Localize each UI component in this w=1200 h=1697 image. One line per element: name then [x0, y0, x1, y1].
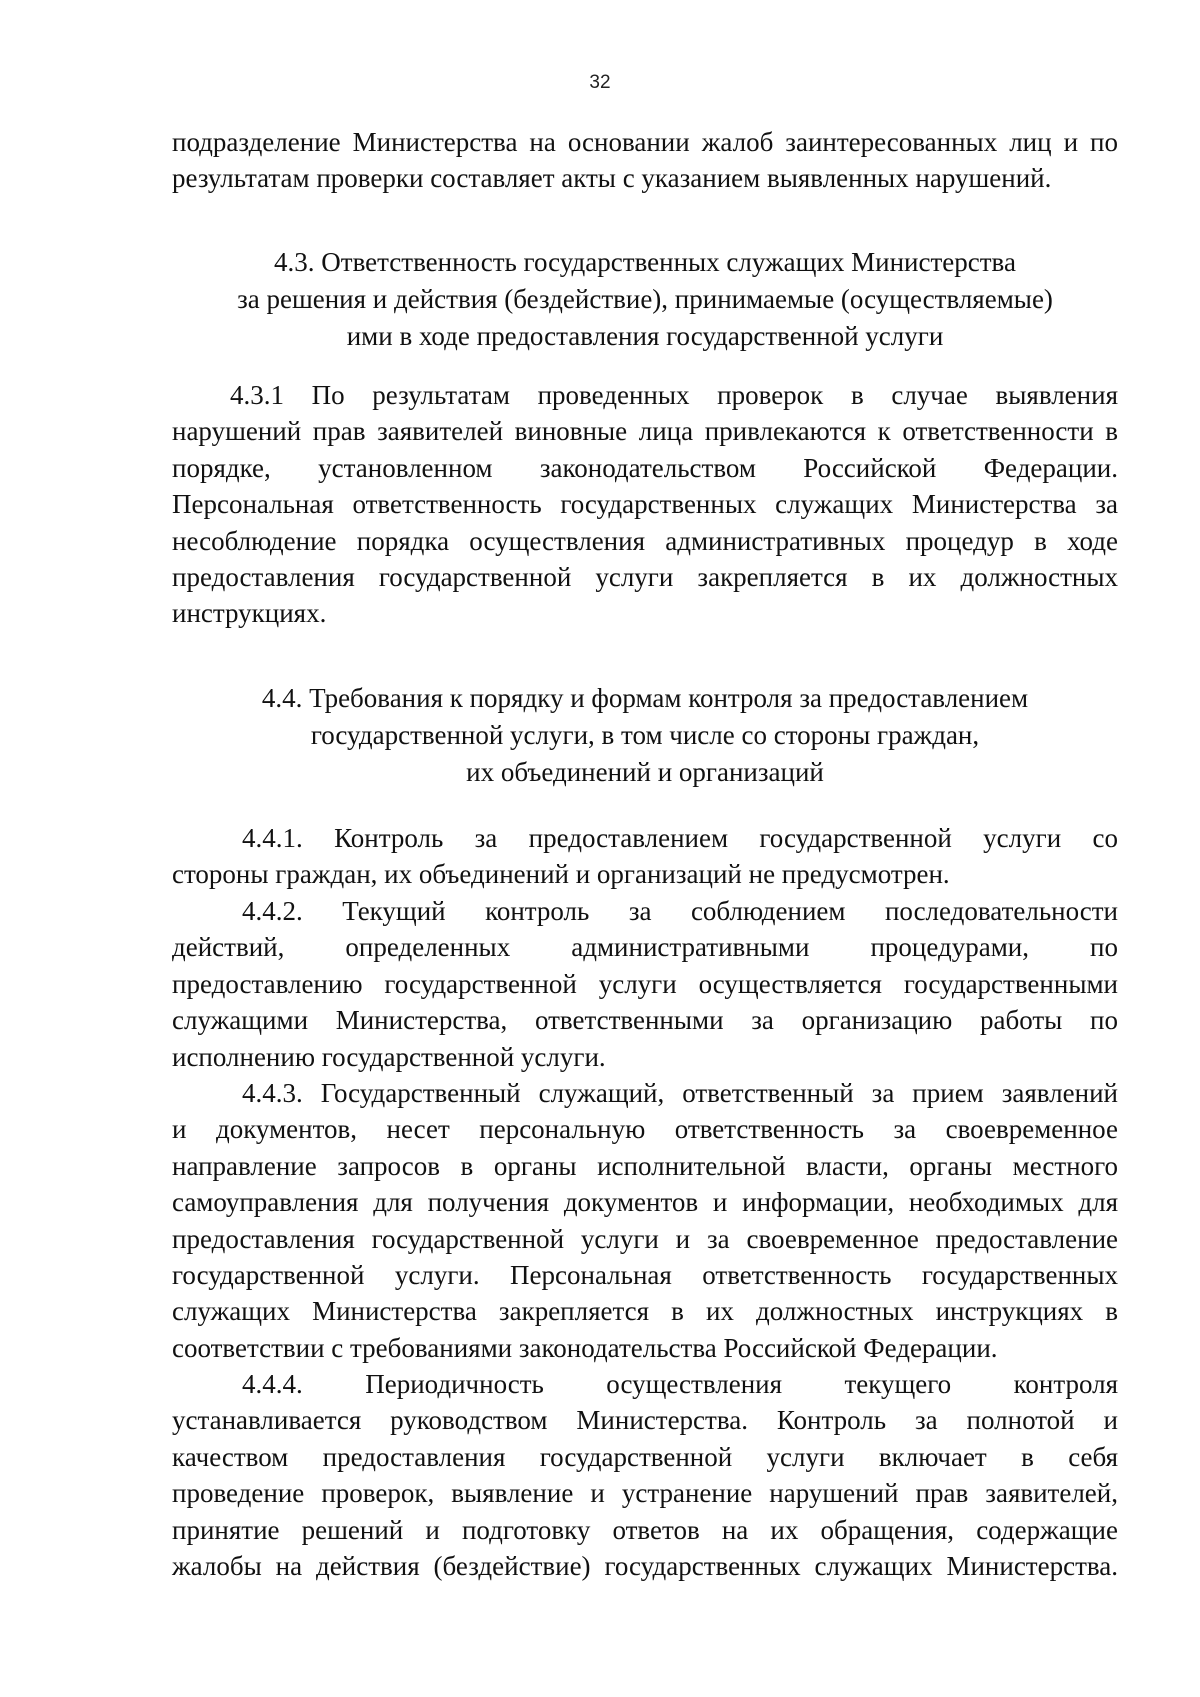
text-line: предоставлению государственной услуги осуществляется государственными — [172, 968, 1118, 999]
text-line: 4.4.2. Текущий контроль за соблюдением последовательности — [242, 896, 1118, 926]
heading-line: государственной услуги, в том числе со стороны граждан, — [310, 720, 980, 750]
page-number: 32 — [589, 72, 611, 93]
heading-line: 4.3. Ответственность государственных служащих Министерства — [274, 247, 1016, 277]
text-line: принятие решений и подготовку ответов на их обращения, содержащие — [172, 1514, 1118, 1545]
text-line: Персональная ответственность государственных служащих Министерства за — [172, 489, 1118, 520]
text-line: самоуправления для получения документов и информации, необходимых для — [172, 1187, 1118, 1218]
section-heading-4-3 — [172, 244, 1118, 355]
paragraph-4-3-1 — [172, 377, 1118, 632]
text-line: подразделение Министерства на основании жалоб заинтересованных лиц и по — [172, 127, 1118, 157]
text-line: предоставления государственной услуги закрепляется в их должностных — [172, 561, 1118, 592]
heading-line: их объединений и организаций — [466, 757, 824, 787]
section-heading-4-4 — [172, 680, 1118, 791]
text-line: государственной услуги. Персональная ответственность государственных — [172, 1259, 1118, 1290]
text-line: и документов, несет персональную ответственность за своевременное — [172, 1114, 1118, 1145]
text-line: порядке, установленном законодательством Российской Федерации. — [172, 452, 1118, 483]
text-line: исполнению государственной услуги. — [172, 1041, 606, 1072]
text-line: нарушений прав заявителей виновные лица привлекаются к ответственности в — [172, 416, 1118, 447]
text-line: устанавливается руководством Министерства. Контроль за полнотой и — [172, 1405, 1118, 1436]
text-line: действий, определенных административными процедурами, по — [172, 932, 1118, 963]
text-line: служащих Министерства закрепляется в их должностных инструкциях в — [172, 1296, 1118, 1327]
text-line: качеством предоставления государственной услуги включает в себя — [172, 1441, 1118, 1472]
text-line: предоставления государственной услуги и за своевременное предоставление — [172, 1223, 1118, 1254]
paragraph-4-4-1 — [172, 820, 1118, 893]
text-line: направление запросов в органы исполнительной власти, органы местного — [172, 1150, 1118, 1181]
text-line: соответствии с требованиями законодательства Российской Федерации. — [172, 1332, 998, 1363]
text-line: 4.4.1. Контроль за предоставлением государственной услуги со — [242, 823, 1118, 853]
text-line: результатам проверки составляет акты с указанием выявленных нарушений. — [172, 163, 1052, 194]
paragraph-4-4-2 — [172, 893, 1118, 1075]
text-line: служащими Министерства, ответственными за организацию работы по — [172, 1005, 1118, 1036]
text-line: 4.4.3. Государственный служащий, ответственный за прием заявлений — [242, 1078, 1118, 1108]
text-line: проведение проверок, выявление и устранение нарушений прав заявителей, — [172, 1478, 1118, 1509]
text-line: стороны граждан, их объединений и организаций не предусмотрен. — [172, 859, 950, 890]
heading-line: за решения и действия (бездействие), принимаемые (осуществляемые) — [237, 284, 1053, 314]
text-line: инструкциях. — [172, 598, 327, 629]
text-line: 4.3.1 По результатам проведенных проверок в случае выявления — [230, 380, 1118, 410]
heading-line: 4.4. Требования к порядку и формам контроля за предоставлением — [261, 683, 1029, 713]
text-line: 4.4.4. Периодичность осуществления текущего контроля — [242, 1369, 1118, 1399]
heading-line: ими в ходе предоставления государственной услуги — [346, 321, 944, 351]
paragraph-4-4-3 — [172, 1075, 1118, 1366]
text-line: жалобы на действия (бездействие) государственных служащих Министерства. — [172, 1550, 1118, 1581]
paragraph-4-4-4 — [172, 1366, 1118, 1584]
intro-paragraph — [172, 124, 1118, 197]
text-line: несоблюдение порядка осуществления административных процедур в ходе — [172, 525, 1118, 556]
